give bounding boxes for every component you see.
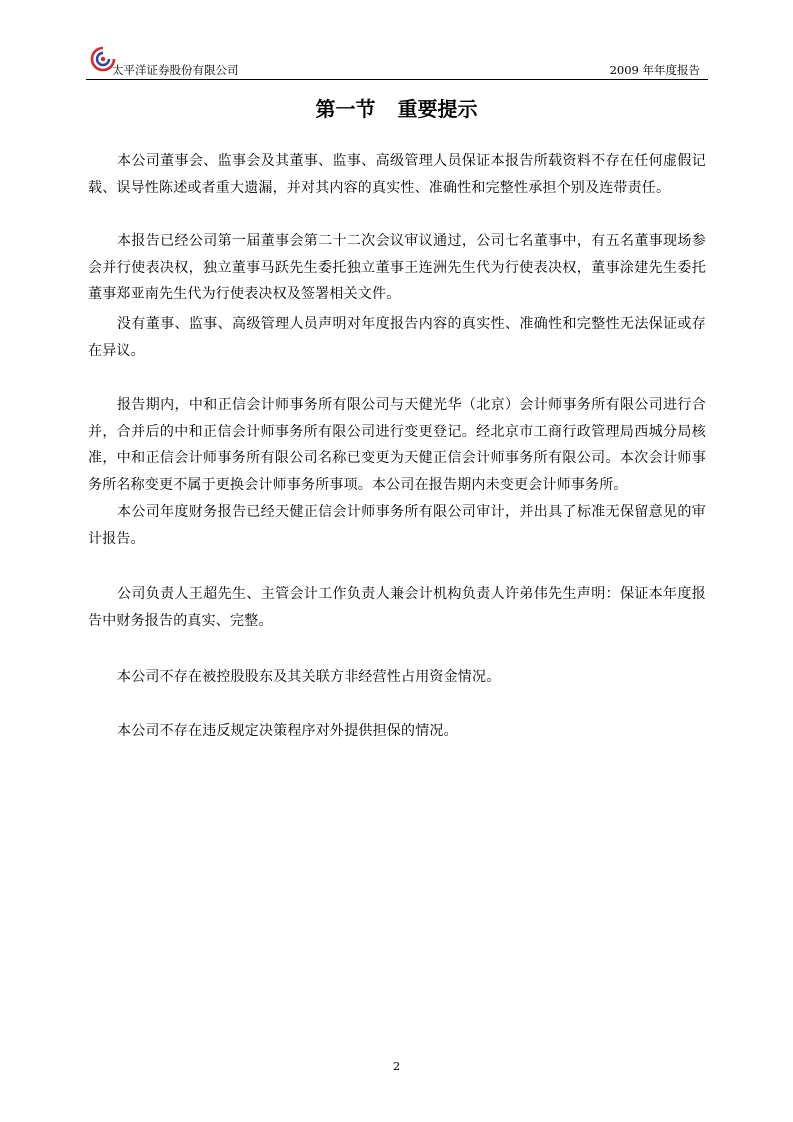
report-title: 2009 年年度报告 bbox=[609, 63, 700, 77]
page-number: 2 bbox=[392, 1059, 401, 1073]
header-divider bbox=[86, 79, 708, 80]
company-name: 太平洋证券股份有限公司 bbox=[112, 63, 239, 77]
paragraph-no-objection: 没有董事、监事、高级管理人员声明对年度报告内容的真实性、准确性和完整性无法保证或存在异议。 bbox=[88, 316, 706, 359]
page-header bbox=[86, 44, 708, 78]
section-heading: 重要提示 bbox=[397, 97, 478, 121]
section-title bbox=[0, 96, 793, 122]
paragraph-fund-occupation: 本公司不存在被控股股东及其关联方非经营性占用资金情况。 bbox=[117, 669, 501, 685]
paragraph-responsible-statement: 公司负责人王超先生、主管会计工作负责人兼会计机构负责人许弟伟先生声明：保证本年度报告中财务报告的真实、完整。 bbox=[88, 586, 706, 629]
paragraph-responsibility: 本公司董事会、监事会及其董事、监事、高级管理人员保证本报告所载资料不存在任何虚假记载、误导性陈述或者重大遗漏，并对其内容的真实性、准确性和完整性承担个别及连带责任。 bbox=[88, 153, 706, 196]
paragraph-guarantee: 本公司不存在违反规定决策程序对外提供担保的情况。 bbox=[117, 723, 458, 739]
paragraph-board-approval: 本报告已经公司第一届董事会第二十二次会议审议通过，公司七名董事中，有五名董事现场参会并行使表决权，独立董事马跃先生委托独立董事王连洲先生代为行使表决权，董事涂建先生委托董事郑亚南先生代为行使表决权及签署相关文件。 bbox=[88, 233, 706, 302]
paragraph-auditor-merger: 报告期内，中和正信会计师事务所有限公司与天健光华（北京）会计师事务所有限公司进行合并，合并后的中和正信会计师事务所有限公司进行变更登记。经北京市工商行政管理局西城分局核准，中和正信会计师事务所有限公司名称已变更为天健正信会计师事务所有限公司。本次会计师事务所名称变更不属于更换会计师事务所事项。本公司在报告期内未变更会计师事务所。 bbox=[88, 397, 706, 493]
section-number: 第一节 bbox=[315, 97, 376, 121]
paragraph-audit-opinion: 本公司年度财务报告已经天健正信会计师事务所有限公司审计，并出具了标准无保留意见的审计报告。 bbox=[88, 504, 706, 547]
